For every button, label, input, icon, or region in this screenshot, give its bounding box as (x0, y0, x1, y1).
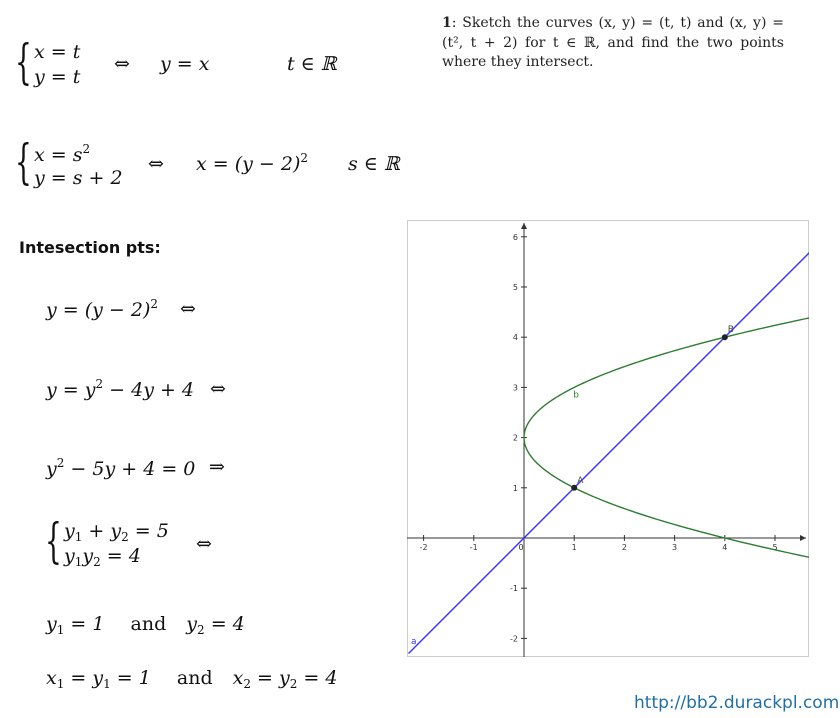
step2-op: ⇔ (210, 378, 226, 400)
curve1-y-equation: y = t (34, 66, 81, 88)
step3-equation: $y^2 - 5y + 4 = 0$ (46, 456, 196, 480)
intersection-point-label: A (577, 475, 584, 486)
step4-sum-equation: $y_1 + y_2 = 5$ (64, 520, 169, 544)
x-tick-label: 2 (621, 543, 627, 552)
curve2-brace: { (15, 134, 32, 190)
curve2-implicit: $x = (y - 2)^2$ (196, 151, 309, 175)
y-tick-label: 4 (512, 333, 518, 343)
watermark-url: http://bb2.durackpl.com (634, 693, 840, 713)
series-b-label: b (573, 390, 579, 401)
step4-brace: { (45, 513, 62, 569)
curve1-x-equation: x = t (34, 41, 81, 63)
intersection-point-label: B (727, 325, 734, 336)
curve2-x-equation: $x = s^2$ (34, 142, 91, 166)
graph-plot (407, 220, 809, 657)
x-tick-label: -2 (419, 543, 428, 552)
curve1-brace: { (15, 34, 32, 90)
curve1-domain: t ∈ ℝ (287, 53, 337, 75)
step1-op: ⇔ (180, 298, 196, 320)
step6-equation: $x_1 = y_1 = 1$ and $x_2 = y_2 = 4$ (46, 667, 338, 691)
step1-equation: $y = (y - 2)^2$ (46, 297, 159, 321)
curve1-equiv: ⇔ (114, 53, 130, 75)
y-tick-label: 6 (512, 232, 518, 242)
x-tick-label: 5 (772, 543, 778, 552)
curve1-implicit: y = x (160, 53, 210, 75)
y-tick-label: 5 (512, 283, 518, 292)
y-tick-label: -2 (510, 634, 518, 644)
y-tick-label: 1 (512, 483, 518, 493)
step6-and: and (176, 667, 213, 689)
x-tick-label: -1 (469, 543, 478, 552)
step2-equation: $y = y^2 - 4y + 4$ (46, 377, 195, 401)
x-tick-label: 0 (518, 543, 524, 552)
x-tick-label: 3 (672, 543, 678, 552)
curve2-y-equation: y = s + 2 (34, 167, 123, 189)
graph-frame (408, 221, 809, 657)
step5-and: and (130, 613, 167, 635)
task-number: 1 (442, 15, 452, 31)
step5-equation: $y_1 = 1$ and $y_2 = 4$ (46, 613, 245, 637)
y-tick-label: 3 (512, 383, 518, 393)
intersection-heading: Intesection pts: (19, 238, 161, 257)
step4-op: ⇔ (196, 533, 212, 555)
task-statement (442, 14, 784, 73)
curve2-domain: s ∈ ℝ (348, 153, 400, 175)
task-text: : Sketch the curves (x, y) = (t, t) and (x, y) = (t², t + 2) for t ∈ ℝ, and find the two points where they intersect. (442, 15, 784, 70)
x-tick-label: 4 (722, 543, 728, 552)
series-a-label: a (411, 637, 417, 647)
step3-op: ⇒ (209, 456, 225, 478)
step4-product-equation: $y_1y_2 = 4$ (64, 545, 141, 569)
y-tick-label: -1 (510, 584, 518, 594)
y-tick-label: 2 (512, 433, 518, 443)
x-tick-label: 1 (571, 543, 577, 552)
curve2-equiv: ⇔ (148, 153, 164, 175)
